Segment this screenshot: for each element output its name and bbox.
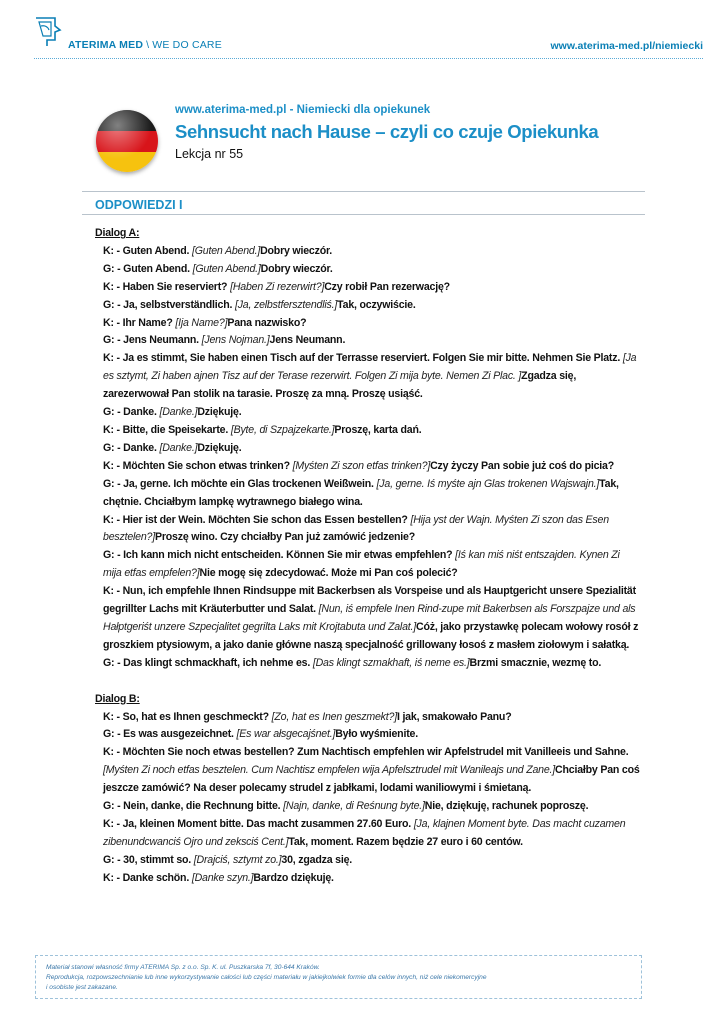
- dialog-line: [95, 279, 640, 297]
- brand: [68, 39, 222, 51]
- dialog-line: [95, 476, 640, 512]
- german-text: G: - Das klingt schmackhaft, ich nehme es.: [103, 656, 313, 669]
- site-url-link[interactable]: www.aterima-med.pl/niemiecki: [550, 40, 703, 52]
- phonetic-text: [Ja, zelbstfersztendliś.]: [234, 298, 338, 311]
- german-text: G: - Jens Neumann.: [103, 334, 202, 347]
- german-text: G: - Nein, danke, die Rechnung bitte.: [103, 800, 284, 813]
- dialog-line: [95, 816, 640, 852]
- phonetic-text: [Drajciś, sztymt zo.]: [193, 853, 282, 866]
- aterima-logo-icon: [33, 14, 63, 48]
- dialog-line: [95, 547, 640, 583]
- dialog-line: [95, 798, 640, 816]
- phonetic-text: [Guten Abend.]: [192, 244, 261, 257]
- german-text: G: - Danke.: [103, 441, 160, 454]
- polish-text: Zgadza się, zarezerwował Pan stolik na tarasie. Proszę za mną. Proszę usiąść.: [103, 370, 577, 401]
- phonetic-text: [Myśten Zi noch etfas besztelen. Cum Nachtisz empfelen wija Apfelsztrudel mit Wanileajs und Zane.]: [103, 764, 556, 777]
- polish-text: I jak, smakowało Panu?: [396, 710, 512, 723]
- phonetic-text: [Ija Name?]: [175, 316, 228, 329]
- german-text: K: - Guten Abend.: [103, 244, 192, 257]
- german-text: G: - Es was ausgezeichnet.: [103, 728, 237, 741]
- lesson-number: Lekcja nr 55: [175, 147, 244, 161]
- dialog-line: [95, 583, 640, 655]
- dialog-line: [95, 332, 640, 350]
- dialog-line: [95, 404, 640, 422]
- dialog-line: [95, 870, 640, 888]
- phonetic-text: [Danke szyn.]: [191, 871, 254, 884]
- polish-text: Proszę wino. Czy chciałby Pan już zamówić jedzenie?: [154, 531, 415, 544]
- germany-flag-icon: [96, 110, 158, 172]
- phonetic-text: [Danke.]: [159, 441, 198, 454]
- dialog-content: [95, 225, 640, 888]
- brand-separator: \: [146, 39, 150, 51]
- brand-name: ATERIMA MED: [68, 39, 144, 51]
- phonetic-text: [Myśten Zi szon etfas trinken?]: [292, 459, 431, 472]
- phonetic-text: [Haben Zi rezerwirt?]: [230, 280, 325, 293]
- dialog-label: Dialog A:: [95, 227, 140, 239]
- dialog-line: [95, 440, 640, 458]
- title-divider: [82, 191, 645, 192]
- polish-text: Czy życzy Pan sobie już coś do picia?: [430, 459, 614, 472]
- german-text: K: - Hier ist der Wein. Möchten Sie schon das Essen bestellen?: [103, 513, 411, 526]
- german-text: G: - Danke.: [103, 406, 160, 419]
- dialog-line: [95, 422, 640, 440]
- polish-text: Brzmi smacznie, wezmę to.: [469, 656, 602, 669]
- german-text: G: - 30, stimmt so.: [103, 853, 194, 866]
- footer-text: [46, 963, 636, 993]
- phonetic-text: [Najn, danke, di Reśnung byte.]: [283, 800, 425, 813]
- polish-text: Dobry wieczór.: [260, 244, 333, 257]
- polish-text: Jens Neumann.: [269, 334, 346, 347]
- german-text: K: - Haben Sie reserviert?: [103, 280, 231, 293]
- header-divider: [34, 58, 703, 59]
- german-text: G: - Ja, gerne. Ich möchte ein Glas trockenen Weißwein.: [103, 477, 377, 490]
- german-text: K: - Ja, kleinen Moment bitte. Das macht zusammen 27.60 Euro.: [103, 818, 414, 830]
- dialog-line: [95, 297, 640, 315]
- polish-text: Czy robił Pan rezerwację?: [324, 280, 450, 293]
- polish-text: Pana nazwisko?: [227, 316, 307, 329]
- page-header: [0, 0, 725, 60]
- polish-text: Nie mogę się zdecydować. Może mi Pan coś polecić?: [199, 567, 458, 580]
- dialog-line: [95, 261, 640, 279]
- phonetic-text: [Ja es sztymt, Zi haben ajnen Tisz auf der Terase rezerwirt. Folgen Zi mija byte. Nemen Zi Plac. ]: [103, 352, 637, 383]
- polish-text: Było wyśmienite.: [335, 728, 418, 741]
- german-text: K: - Bitte, die Speisekarte.: [103, 423, 231, 436]
- dialog-line: [95, 512, 640, 548]
- polish-text: 30, zgadza się.: [281, 853, 353, 866]
- phonetic-text: [Ja, klajnen Moment byte. Das macht cuzamen zibenundcwanciś Ojro und zeksciś Cent.]: [103, 818, 626, 848]
- copyright-footer: [35, 955, 642, 999]
- german-text: G: - Ja, selbstverständlich.: [103, 298, 235, 311]
- footer-line: Materiał stanowi własność firmy ATERIMA Sp. z o.o. Sp. K. ul. Puszkarska 7f, 30-644 Kraków.: [46, 964, 320, 971]
- phonetic-text: [Es war ałsgecajśnet.]: [236, 728, 336, 741]
- phonetic-text: [Nun, iś empfele Inen Rind-zupe mit Bakerbsen als Forszpajze und als Hałptgeriśt unzere Szpecjalitet gegrilta Laks mit Krojtabuta und Zalat.]: [103, 603, 636, 633]
- phonetic-text: [Das klingt szmakhaft, iś neme es.]: [312, 656, 470, 669]
- german-text: K: - Ja es stimmt, Sie haben einen Tisch auf der Terrasse reserviert. Folgen Sie mir bitte. Nehmen Sie Platz.: [103, 352, 623, 365]
- dialog-line: [95, 350, 640, 404]
- phonetic-text: [Ja, gerne. Iś myśte ajn Glas trokenen Wajswajn.]: [376, 477, 600, 490]
- polish-text: Dziękuję.: [197, 406, 242, 419]
- phonetic-text: [Guten Abend.]: [192, 262, 261, 275]
- footer-line: i osobiste jest zakazane.: [46, 984, 118, 991]
- dialog-line: [95, 726, 640, 744]
- dialog-label: Dialog B:: [95, 692, 140, 705]
- section-title: ODPOWIEDZI I: [95, 198, 183, 212]
- german-text: G: - Ich kann mich nicht entscheiden. Können Sie mir etwas empfehlen?: [103, 549, 456, 562]
- dialog-line: [95, 852, 640, 870]
- dialog-line: [95, 315, 640, 333]
- german-text: K: - Ihr Name?: [103, 316, 176, 329]
- polish-text: Cóż, jako przystawkę polecam wołowy rosół z groszkiem ptysiowym, a jako danie główne naszą specjalność grillowany łosoś z masłem ziołowym i sałatką.: [103, 620, 639, 651]
- phonetic-text: [Hija yst der Wajn. Myśten Zi szon das Esen besztelen?]: [103, 513, 609, 544]
- brand-tagline: WE DO CARE: [152, 39, 222, 51]
- polish-text: Tak, moment. Razem będzie 27 euro i 60 centów.: [288, 835, 523, 848]
- german-text: G: - Guten Abend.: [103, 262, 193, 275]
- dialog-line: [95, 655, 640, 673]
- german-text: K: - So, hat es Ihnen geschmeckt?: [103, 710, 272, 723]
- dialog-line: [95, 243, 640, 261]
- dialog-line: [95, 458, 640, 476]
- polish-text: Bardzo dziękuję.: [253, 871, 334, 884]
- phonetic-text: [Danke.]: [159, 406, 198, 419]
- lesson-url[interactable]: www.aterima-med.pl - Niemiecki dla opiekunek: [175, 104, 431, 116]
- phonetic-text: [Jens Nojman.]: [201, 334, 270, 347]
- dialog-line: [95, 709, 640, 727]
- dialog-line: [95, 744, 640, 798]
- footer-line: Reprodukcja, rozpowszechnianie lub inne wykorzystywanie całości lub części materiału w jakiejkolwiek formie dla celów innych, niż cele niekomercyjne: [46, 974, 487, 981]
- phonetic-text: [Iś kan miś niśt entszajden. Kynen Zi mija etfas empfelen?]: [103, 549, 620, 580]
- polish-text: Dziękuję.: [197, 441, 242, 454]
- german-text: K: - Möchten Sie schon etwas trinken?: [103, 459, 293, 472]
- phonetic-text: [Byte, di Szpajzekarte.]: [230, 423, 335, 436]
- german-text: K: - Möchten Sie noch etwas bestellen? Zum Nachtisch empfehlen wir Apfelstrudel mit Vanilleeis und Sahne.: [103, 746, 629, 759]
- polish-text: Nie, dziękuję, rachunek poproszę.: [424, 800, 589, 813]
- lesson-title: Sehnsucht nach Hause – czyli co czuje Opiekunka: [175, 121, 599, 142]
- polish-text: Chciałby Pan coś jeszcze zamówić? Na deser polecamy strudel z jabłkami, lodami waniliowymi i śmietaną.: [103, 764, 640, 795]
- polish-text: Tak, oczywiście.: [337, 298, 416, 311]
- german-text: K: - Danke schön.: [103, 871, 192, 884]
- polish-text: Proszę, karta dań.: [334, 423, 422, 436]
- polish-text: Dobry wieczór.: [260, 262, 333, 275]
- german-text: K: - Nun, ich empfehle Ihnen Rindsuppe mit Backerbsen als Vorspeise und als Hauptgericht unsere Spezialität gegrillter Lachs mit Kräuterbutter und Salat.: [103, 585, 636, 616]
- section-divider: [82, 214, 645, 215]
- polish-text: Tak, chętnie. Chciałbym lampkę wytrawnego białego wina.: [103, 477, 619, 508]
- phonetic-text: [Zo, hat es Inen geszmekt?]: [271, 710, 397, 723]
